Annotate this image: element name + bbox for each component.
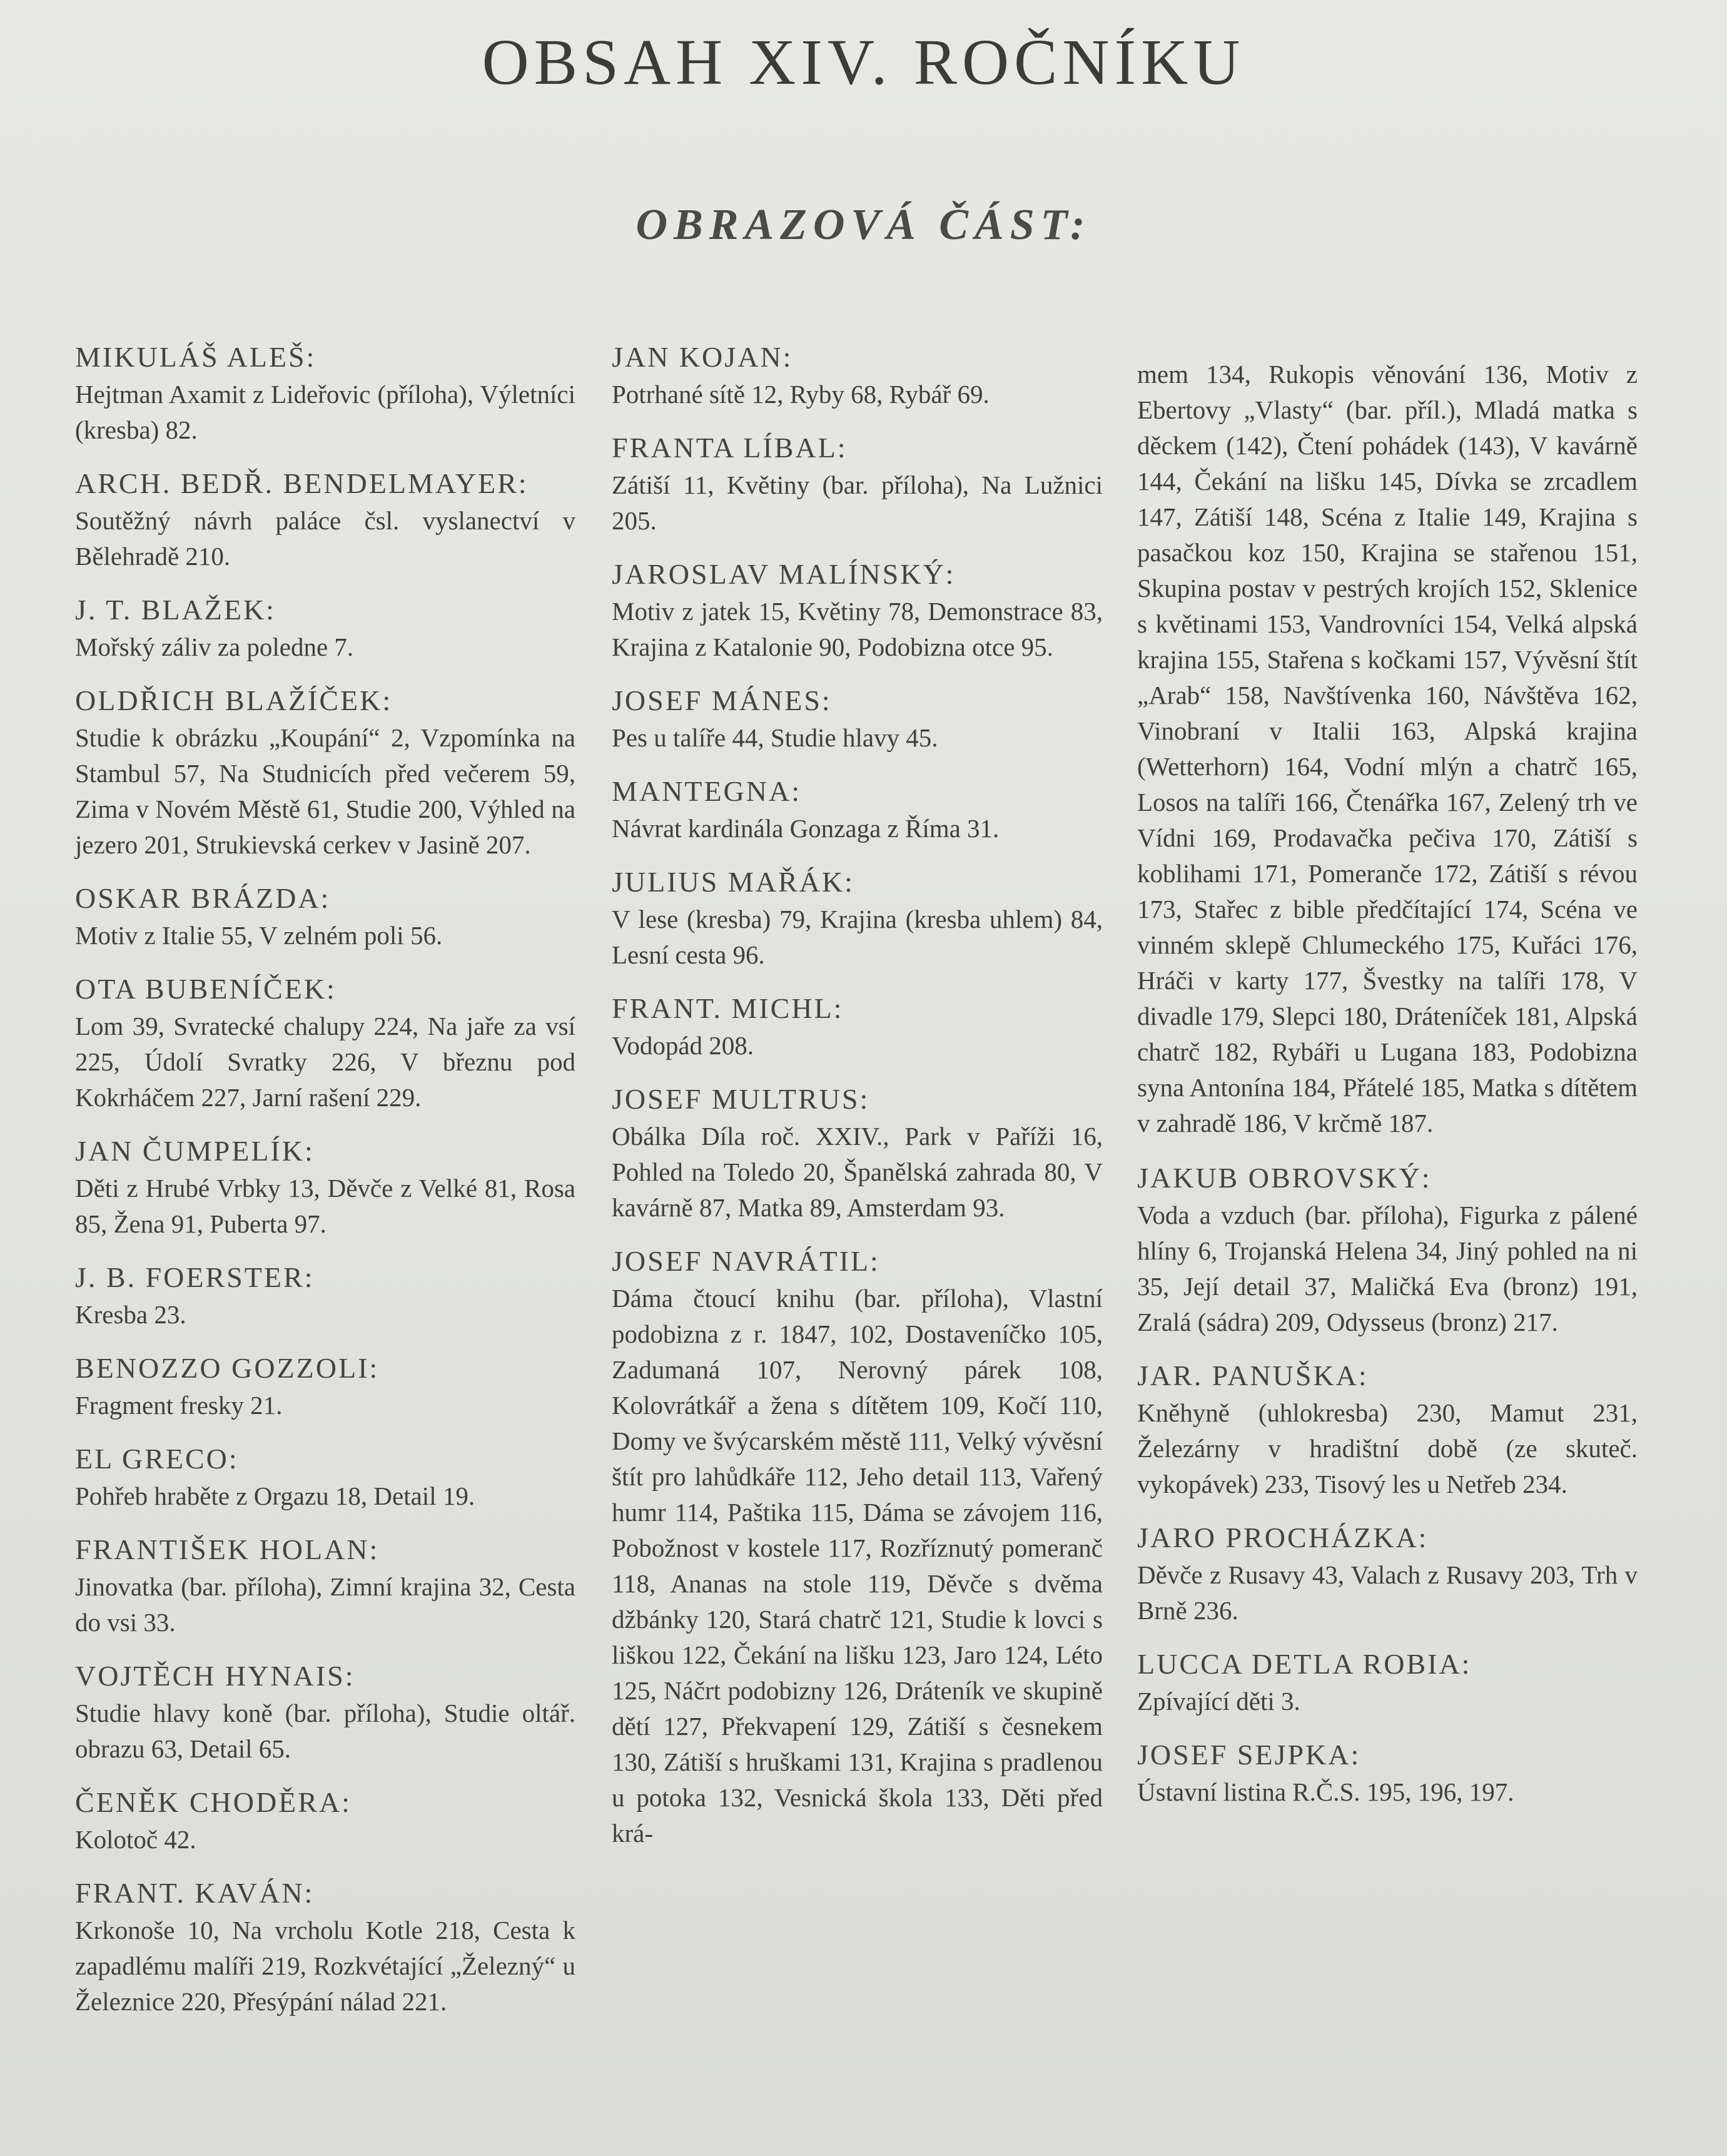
works-list: Voda a vzduch (bar. příloha), Figurka z pálené hlíny 6, Trojanská Helena 34, Jiný pohled na ni 35, Její detail 37, Maličká Eva (bronz) 191, Zralá (sádra) 209, Odysseus (bronz) 217. bbox=[1137, 1201, 1638, 1336]
artist-name: JARO PROCHÁZKA: bbox=[1137, 1522, 1429, 1553]
artist-entry bbox=[612, 772, 1103, 847]
artist-name: ARCH. BEDŘ. BENDELMAYER: bbox=[75, 467, 529, 499]
artist-entry bbox=[1137, 1736, 1638, 1810]
artist-name: JOSEF MULTRUS: bbox=[612, 1083, 870, 1115]
index-column-3 bbox=[1137, 357, 1638, 1826]
works-list: Motiv z jatek 15, Květiny 78, Demonstrace 83, Krajina z Katalonie 90, Podobizna otce 95. bbox=[612, 597, 1103, 661]
works-list: Krkonoše 10, Na vrcholu Kotle 218, Cesta k zapadlému malíři 219, Rozkvétající „Železný“ u Železnice 220, Přesýpání nálad 221. bbox=[75, 1916, 575, 2016]
index-column-1 bbox=[75, 338, 575, 2036]
artist-entry bbox=[612, 338, 1103, 412]
artist-name: EL GRECO: bbox=[75, 1443, 239, 1475]
works-list: Fragment fresky 21. bbox=[75, 1391, 283, 1420]
works-list: Kolotoč 42. bbox=[75, 1825, 196, 1854]
works-list: Lom 39, Svratecké chalupy 224, Na jaře za vsí 225, Údolí Svratky 226, V březnu pod Kokrháčem 227, Jarní rašení 229. bbox=[75, 1012, 575, 1112]
works-list: Hejtman Axamit z Lideřovic (příloha), Výletníci (kresba) 82. bbox=[75, 380, 575, 444]
works-list: Studie hlavy koně (bar. příloha), Studie oltář. obrazu 63, Detail 65. bbox=[75, 1699, 575, 1763]
artist-name: J. T. BLAŽEK: bbox=[75, 594, 276, 626]
works-list: Ústavní listina R.Č.S. 195, 196, 197. bbox=[1137, 1777, 1514, 1806]
artist-name: OSKAR BRÁZDA: bbox=[75, 882, 331, 914]
artist-name: JAN KOJAN: bbox=[612, 341, 793, 373]
artist-name: FRANTIŠEK HOLAN: bbox=[75, 1533, 380, 1565]
index-column-2 bbox=[612, 338, 1103, 1868]
works-list: Pes u talíře 44, Studie hlavy 45. bbox=[612, 723, 938, 752]
works-list: Potrhané sítě 12, Ryby 68, Rybář 69. bbox=[612, 380, 990, 409]
works-list: Dáma čtoucí knihu (bar. příloha), Vlastní podobizna z r. 1847, 102, Dostaveníčko 105, Zadumaná 107, Nerovný párek 108, Kolovrátkář a žena s dítětem 109, Kočí 110, Domy ve švýcarském městě 111, Velký vývěsní štít pro lahůdkáře 112, Jeho detail 113, Vařený humr 114, Paštika 115, Dáma se závojem 116, Pobožnost v kostele 117, Rozříznutý pomeranč 118, Ananas na stole 119, Děvče s dvěma džbánky 120, Stará chatrč 121, Studie k lovci s liškou 122, Čekání na lišku 123, Jaro 124, Léto 125, Náčrt podobizny 126, Dráteník ve skupině dětí 127, Překvapení 129, Zátiší s česnekem 130, Zátiší s hruškami 131, Krajina s pradlenou u potoka 132, Vesnická škola 133, Děti před krá- bbox=[612, 1284, 1103, 1848]
artist-name: JAR. PANUŠKA: bbox=[1137, 1360, 1369, 1391]
artist-entry bbox=[75, 1440, 575, 1514]
artist-entry bbox=[75, 1783, 575, 1858]
works-list: Soutěžný návrh paláce čsl. vyslanectví v Bělehradě 210. bbox=[75, 506, 575, 571]
artist-name: JOSEF SEJPKA: bbox=[1137, 1739, 1361, 1771]
artist-entry bbox=[612, 863, 1103, 973]
artist-entry bbox=[1137, 1356, 1638, 1502]
artist-name: JOSEF MÁNES: bbox=[612, 684, 832, 716]
artist-entry bbox=[75, 1874, 575, 2020]
artist-entry bbox=[75, 681, 575, 863]
artist-name: LUCCA DETLA ROBIA: bbox=[1137, 1648, 1472, 1680]
page-title: OBSAH XIV. ROČNÍKU bbox=[482, 26, 1245, 98]
artist-name: JAROSLAV MALÍNSKÝ: bbox=[612, 558, 956, 590]
works-list: Vodopád 208. bbox=[612, 1031, 754, 1060]
artist-name: JAKUB OBROVSKÝ: bbox=[1137, 1162, 1432, 1194]
artist-entry bbox=[612, 1242, 1103, 1851]
artist-entry bbox=[612, 555, 1103, 665]
works-list: Motiv z Italie 55, V zelném poli 56. bbox=[75, 921, 443, 950]
works-list: Studie k obrázku „Koupání“ 2, Vzpomínka na Stambul 57, Na Studnicích před večerem 59, Zima v Novém Městě 61, Studie 200, Výhled na jezero 201, Strukievská cerkev v Jasině 207. bbox=[75, 723, 575, 859]
artist-entry bbox=[612, 989, 1103, 1064]
works-list: Mořský záliv za poledne 7. bbox=[75, 633, 354, 661]
continued-works: mem 134, Rukopis věnování 136, Motiv z Ebertovy „Vlasty“ (bar. příl.), Mladá matka s děckem (142), Čtení pohádek (143), V kavárně 144, Čekání na lišku 145, Dívka se zrcadlem 147, Zátiší 148, Scéna z Italie 149, Krajina s pasačkou koz 150, Krajina se stařenou 151, Skupina postav v pestrých krojích 152, Sklenice s květinami 153, Vandrovníci 154, Velká alpská krajina 155, Stařena s kočkami 157, Vývěsní štít „Arab“ 158, Navštívenka 160, Návštěva 162, Vinobraní v Italii 163, Alpská krajina (Wetterhorn) 164, Vodní mlýn a chatrč 165, Losos na talíři 166, Čtenářka 167, Zelený trh ve Vídni 169, Prodavačka pečiva 170, Zátiší s koblihami 171, Pomeranče 172, Zátiší s révou 173, Stařec z bible předčítající 174, Scéna ve vinném sklepě Chlumeckého 175, Kuřáci 176, Hráči v karty 177, Švestky na talíři 178, V divadle 179, Slepci 180, Dráteníček 181, Alpská chatrč 182, Rybáři u Lugana 183, Podobizna syna Antonína 184, Přátelé 185, Matka s dítětem v zahradě 186, V krčmě 187. bbox=[1137, 360, 1638, 1137]
artist-entry bbox=[75, 591, 575, 665]
artist-entry bbox=[75, 879, 575, 953]
artist-entry bbox=[75, 338, 575, 448]
artist-entry bbox=[1137, 1159, 1638, 1340]
works-list: Zpívající děti 3. bbox=[1137, 1687, 1300, 1716]
artist-entry bbox=[75, 970, 575, 1116]
artist-name: FRANTA LÍBAL: bbox=[612, 432, 848, 464]
works-list: Zátiší 11, Květiny (bar. příloha), Na Lužnici 205. bbox=[612, 470, 1103, 535]
section-title: OBRAZOVÁ ČÁST: bbox=[636, 201, 1091, 249]
artist-entry bbox=[75, 1657, 575, 1767]
artist-name: OTA BUBENÍČEK: bbox=[75, 973, 337, 1005]
works-list: Děvče z Rusavy 43, Valach z Rusavy 203, Trh v Brně 236. bbox=[1137, 1560, 1638, 1625]
artist-entry bbox=[612, 429, 1103, 539]
artist-name: MANTEGNA: bbox=[612, 775, 801, 807]
artist-name: JAN ČUMPELÍK: bbox=[75, 1135, 315, 1167]
artist-name: FRANT. KAVÁN: bbox=[75, 1877, 315, 1909]
artist-name: FRANT. MICHL: bbox=[612, 992, 844, 1024]
artist-entry bbox=[612, 1080, 1103, 1226]
works-list: Děti z Hrubé Vrbky 13, Děvče z Velké 81, Rosa 85, Žena 91, Puberta 97. bbox=[75, 1174, 575, 1238]
artist-entry bbox=[1137, 1518, 1638, 1629]
works-list: Pohřeb hraběte z Orgazu 18, Detail 19. bbox=[75, 1482, 475, 1510]
artist-name: JULIUS MAŘÁK: bbox=[612, 866, 854, 898]
works-list: V lese (kresba) 79, Krajina (kresba uhlem) 84, Lesní cesta 96. bbox=[612, 905, 1103, 969]
artist-entry bbox=[75, 1349, 575, 1423]
artist-entry bbox=[75, 1258, 575, 1333]
artist-name: OLDŘICH BLAŽÍČEK: bbox=[75, 684, 393, 716]
works-list: Kněhyně (uhlokresba) 230, Mamut 231, Železárny v hradištní době (ze skuteč. vykopávek) 233, Tisový les u Netřeb 234. bbox=[1137, 1398, 1638, 1498]
artist-name: VOJTĚCH HYNAIS: bbox=[75, 1660, 355, 1692]
works-list: Návrat kardinála Gonzaga z Říma 31. bbox=[612, 814, 1000, 843]
artist-name: BENOZZO GOZZOLI: bbox=[75, 1352, 380, 1384]
artist-name: J. B. FOERSTER: bbox=[75, 1261, 315, 1293]
works-list: Kresba 23. bbox=[75, 1300, 186, 1329]
artist-name: JOSEF NAVRÁTIL: bbox=[612, 1245, 880, 1277]
artist-entry bbox=[75, 464, 575, 574]
artist-entry bbox=[75, 1530, 575, 1640]
artist-entry bbox=[612, 681, 1103, 756]
artist-entry bbox=[1137, 1645, 1638, 1719]
works-list: Jinovatka (bar. příloha), Zimní krajina 32, Cesta do vsi 33. bbox=[75, 1572, 575, 1637]
artist-entry bbox=[75, 1132, 575, 1242]
artist-name: ČENĚK CHODĚRA: bbox=[75, 1786, 352, 1818]
artist-name: MIKULÁŠ ALEŠ: bbox=[75, 341, 317, 373]
works-list: Obálka Díla roč. XXIV., Park v Paříži 16, Pohled na Toledo 20, Španělská zahrada 80, V kavárně 87, Matka 89, Amsterdam 93. bbox=[612, 1122, 1103, 1222]
